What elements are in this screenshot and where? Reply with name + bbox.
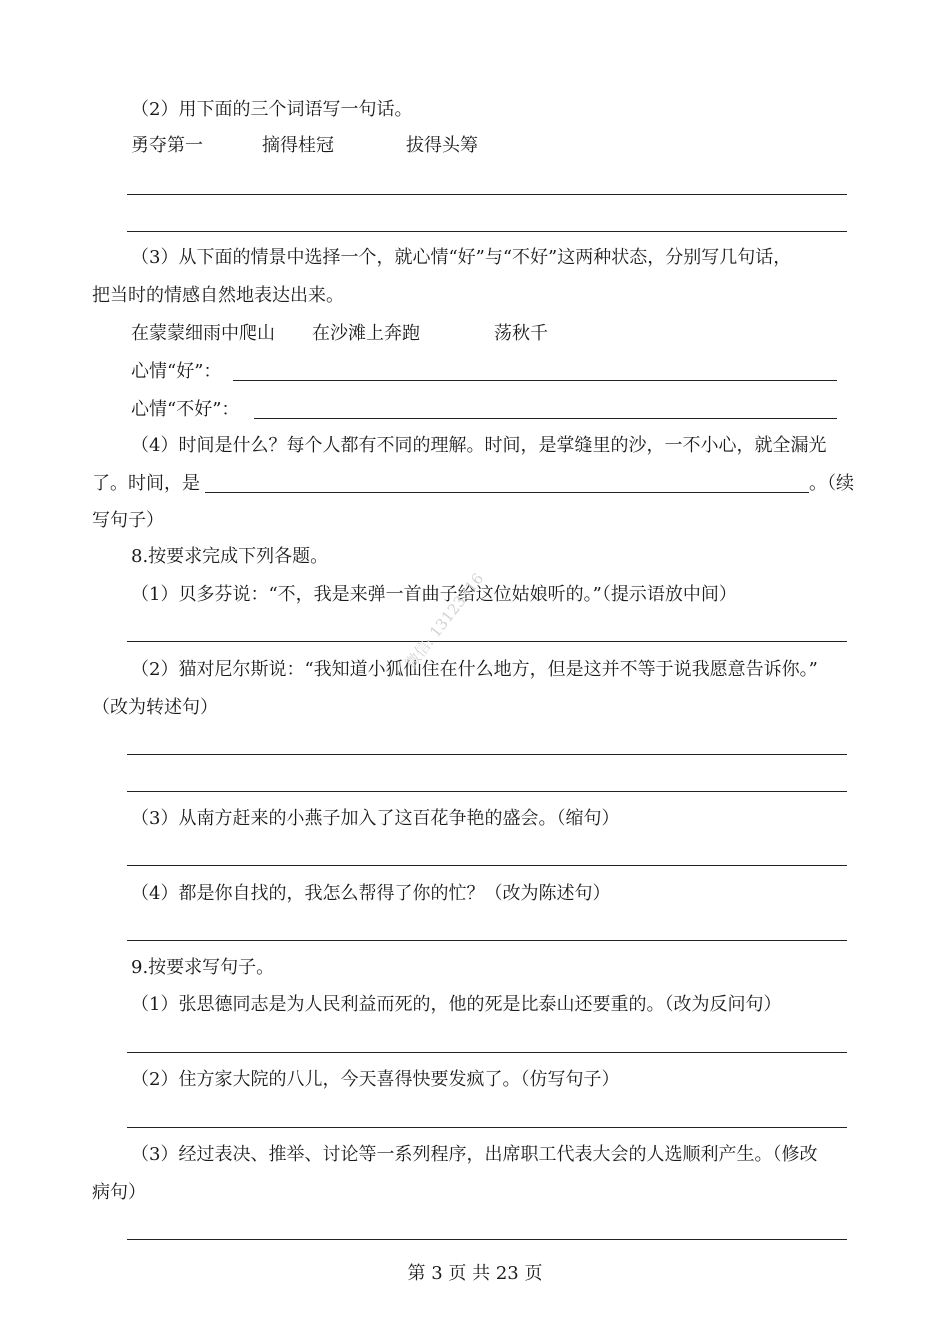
q7-4-line2-start: 了。时间，是 — [92, 473, 200, 494]
q9-2: （2）住方家大院的八儿，今天喜得快要发疯了。（仿写句子） — [131, 1069, 620, 1090]
q7-2-word-2: 摘得桂冠 — [262, 135, 334, 156]
q7-3-line2: 把当时的情感自然地表达出来。 — [92, 285, 344, 306]
q7-2-prompt: （2）用下面的三个词语写一句话。 — [131, 99, 413, 120]
q7-3-scene-1: 在蒙蒙细雨中爬山 — [131, 323, 275, 344]
q9-1: （1）张思德同志是为人民利益而死的，他的死是比泰山还要重的。（改为反问句） — [131, 994, 782, 1015]
q9-3-line2: 病句） — [92, 1182, 146, 1203]
answer-line[interactable] — [127, 865, 847, 866]
section-8-title: 8.按要求完成下列各题。 — [131, 546, 329, 567]
answer-line-bad[interactable] — [254, 418, 837, 419]
q8-2-line1: （2）猫对尼尔斯说：“我知道小狐仙住在什么地方，但是这并不等于说我愿意告诉你。” — [131, 659, 818, 680]
q8-1: （1）贝多芬说：“不，我是来弹一首曲子给这位姑娘听的。”（提示语放中间） — [131, 584, 737, 605]
answer-line[interactable] — [127, 231, 847, 232]
answer-line[interactable] — [127, 940, 847, 941]
q8-3: （3）从南方赶来的小燕子加入了这百花争艳的盛会。（缩句） — [131, 808, 620, 829]
answer-line[interactable] — [127, 791, 847, 792]
answer-line[interactable] — [127, 1052, 847, 1053]
answer-line[interactable] — [127, 194, 847, 195]
q7-3-scene-2: 在沙滩上奔跑 — [312, 323, 420, 344]
q8-4: （4）都是你自找的，我怎么帮得了你的忙？（改为陈述句） — [131, 883, 611, 904]
answer-line[interactable] — [127, 754, 847, 755]
answer-line-good[interactable] — [233, 380, 837, 381]
answer-line[interactable] — [127, 1239, 847, 1240]
q7-3-bad-label: 心情“不好”： — [131, 399, 240, 420]
q7-4-line2-end: 。（续 — [809, 473, 854, 494]
q7-4-line3: 写句子） — [92, 510, 164, 531]
q7-2-word-3: 拔得头筹 — [406, 135, 478, 156]
q9-3-line1: （3）经过表决、推举、讨论等一系列程序，出席职工代表大会的人选顺利产生。（修改 — [131, 1144, 818, 1165]
q8-2-line2: （改为转述句） — [92, 697, 218, 718]
q7-2-word-1: 勇夺第一 — [131, 135, 203, 156]
q7-3-line1: （3）从下面的情景中选择一个，就心情“好”与“不好”这两种状态，分别写几句话， — [131, 247, 792, 268]
q7-4-line1: （4）时间是什么？每个人都有不同的理解。时间，是掌缝里的沙，一不小心，就全漏光 — [131, 435, 827, 456]
answer-line[interactable] — [127, 1127, 847, 1128]
section-9-title: 9.按要求写句子。 — [131, 957, 275, 978]
q7-3-scene-3: 荡秋千 — [494, 323, 548, 344]
answer-line[interactable] — [127, 641, 847, 642]
watermark-text: 微信: 13123316 — [401, 569, 488, 673]
q7-3-good-label: 心情“好”： — [131, 361, 222, 382]
page-footer: 第 3 页 共 23 页 — [407, 1263, 543, 1284]
answer-line-inline[interactable] — [205, 492, 809, 493]
